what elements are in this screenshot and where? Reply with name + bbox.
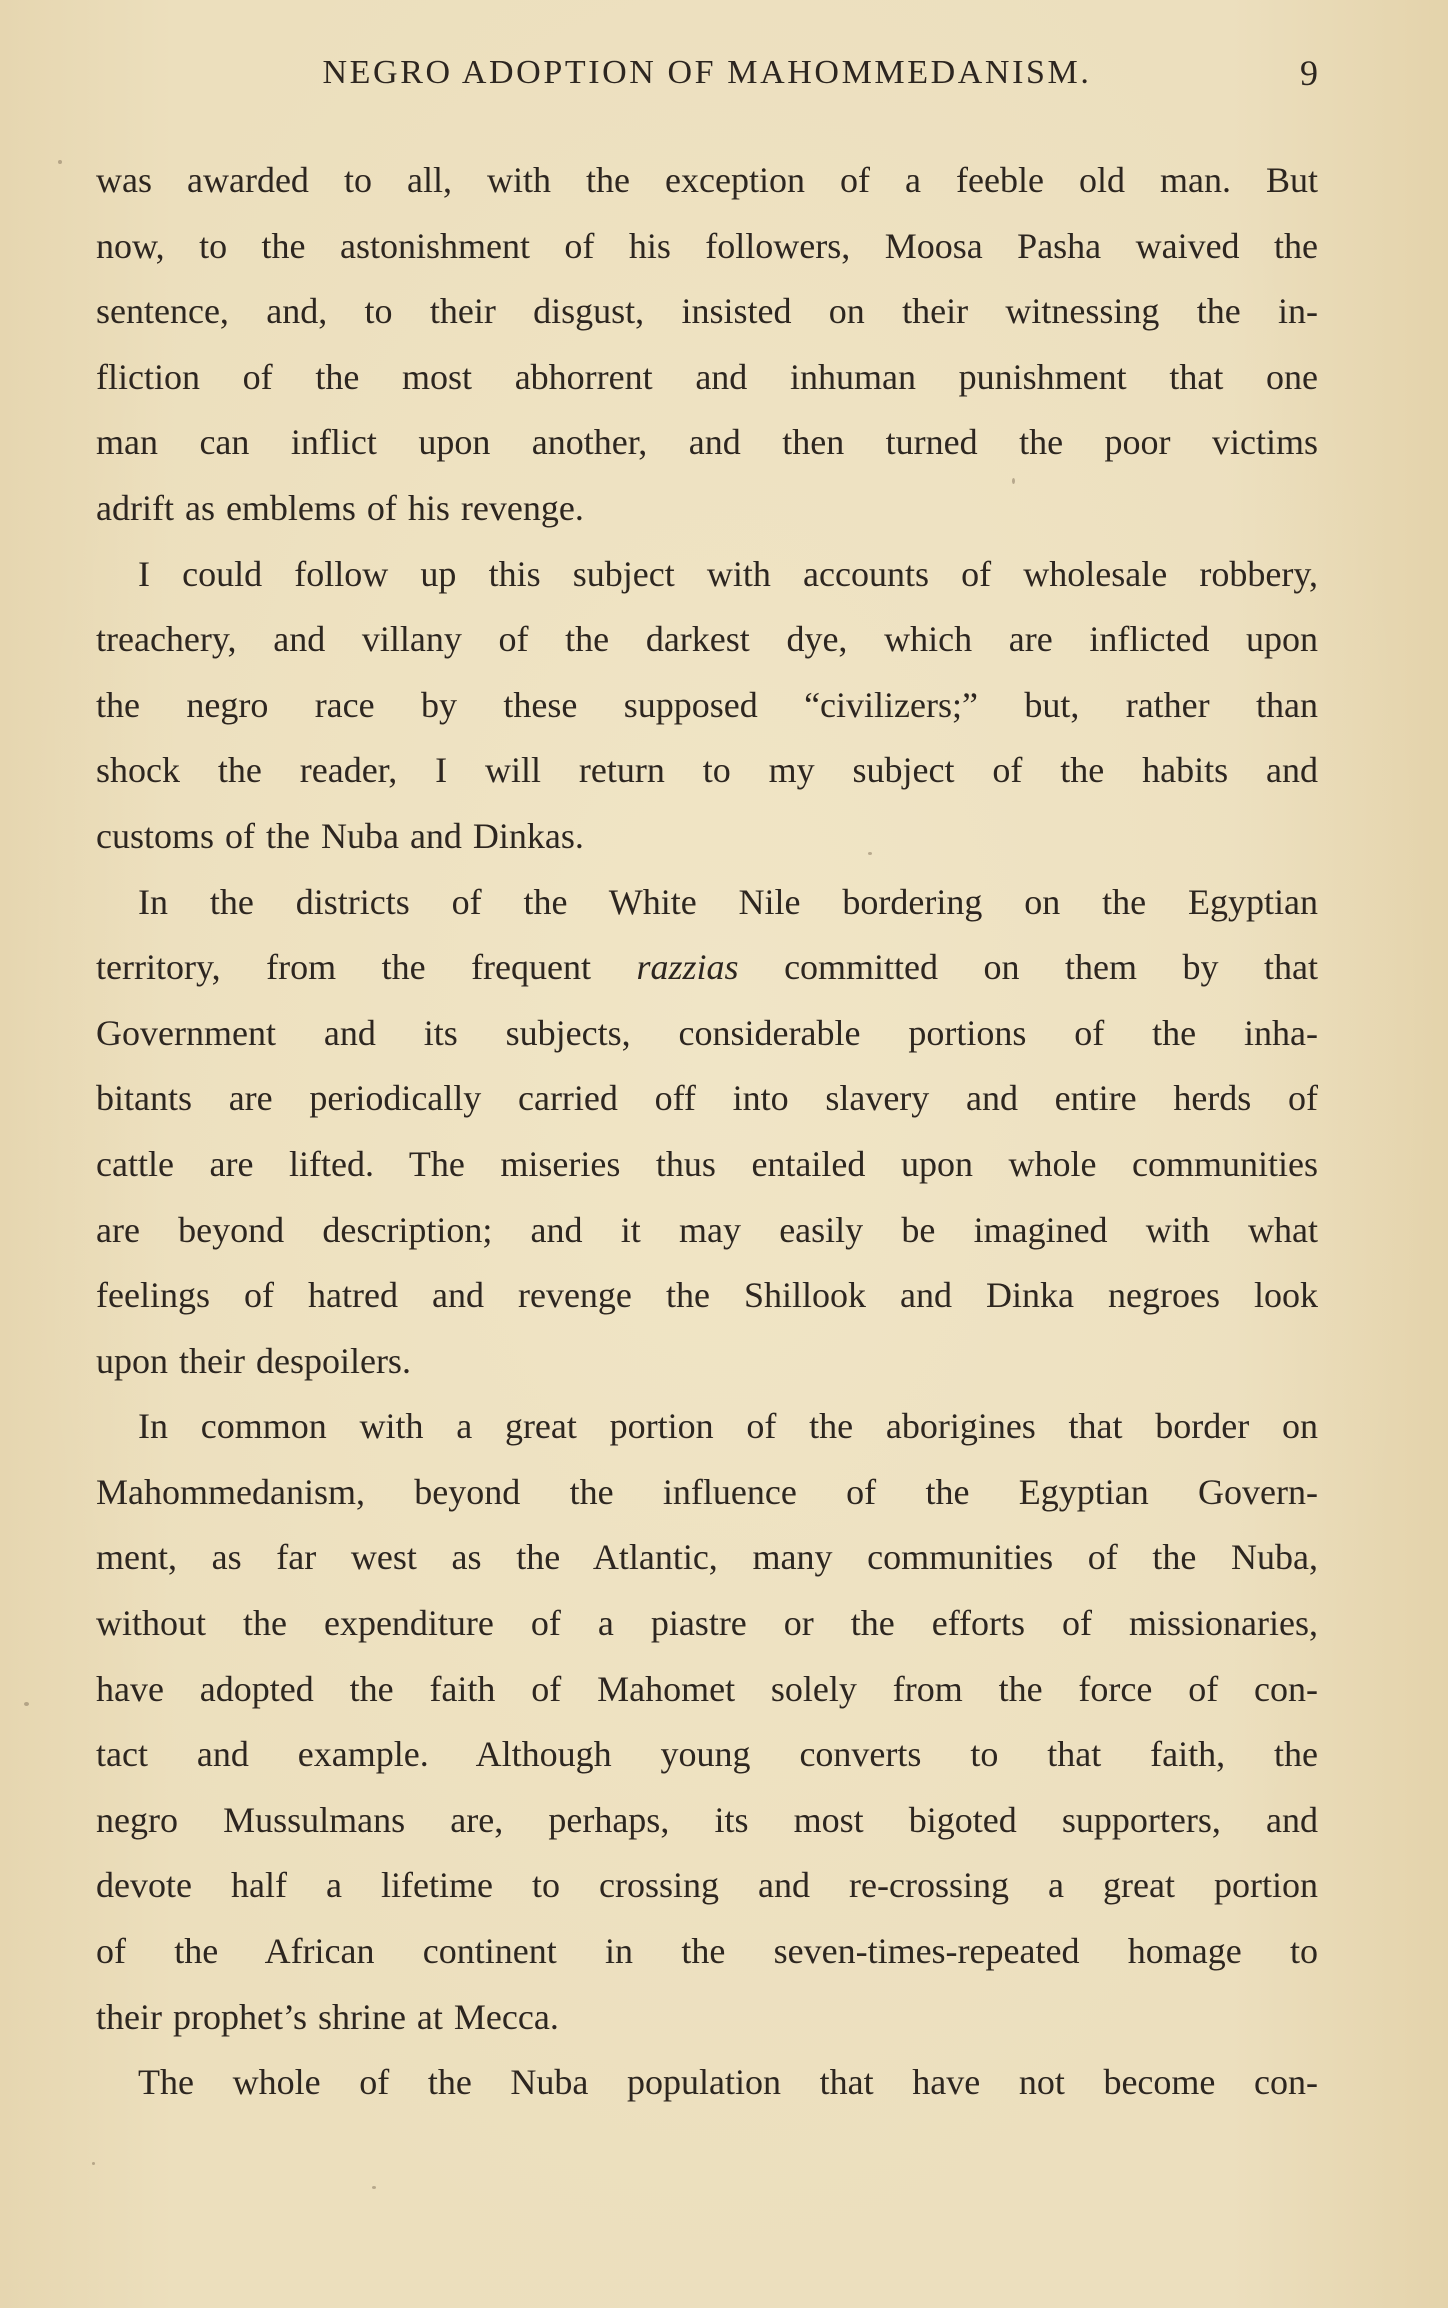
paper-speck — [24, 1702, 29, 1706]
text-line-with-italic — [96, 935, 1318, 1001]
text-line: shock the reader, I will return to my subject of the habits and — [96, 750, 1318, 791]
text-segment: committed on them by that — [738, 947, 1318, 988]
text-line: without the expenditure of a piastre or the efforts of missionaries, — [96, 1603, 1318, 1644]
text-line: The whole of the Nuba population that have not become con- — [138, 2062, 1318, 2103]
paper-speck — [372, 2186, 376, 2189]
text-line: bitants are periodically carried off into slavery and entire herds of — [96, 1078, 1318, 1119]
text-line: sentence, and, to their disgust, insisted on their witnessing the in- — [96, 291, 1318, 332]
text-line: feelings of hatred and revenge the Shillook and Dinka negroes look — [96, 1275, 1318, 1316]
text-line: are beyond description; and it may easily be imagined with what — [96, 1209, 1318, 1250]
text-line: cattle are lifted. The miseries thus entailed upon whole communities — [96, 1143, 1318, 1184]
text-line: of the African continent in the seven-times-repeated homage to — [96, 1931, 1318, 1972]
paper-speck — [1012, 478, 1015, 484]
text-line: In common with a great portion of the aborigines that border on — [138, 1406, 1318, 1447]
text-line: upon their despoilers. — [96, 1340, 411, 1381]
text-line: customs of the Nuba and Dinkas. — [96, 815, 584, 856]
text-line: was awarded to all, with the exception of a feeble old man. But — [96, 160, 1318, 200]
page-number: 9 — [1300, 53, 1318, 93]
text-line: fliction of the most abhorrent and inhuman punishment that one — [96, 356, 1318, 397]
text-line: devote half a lifetime to crossing and re-crossing a great portion — [96, 1865, 1318, 1906]
text-line: I could follow up this subject with accounts of wholesale robbery, — [138, 553, 1318, 594]
body-text — [96, 148, 1318, 2116]
text-line: adrift as emblems of his revenge. — [96, 487, 584, 528]
paper-speck — [868, 852, 872, 855]
text-line: Mahommedanism, beyond the influence of the Egyptian Govern- — [96, 1471, 1318, 1512]
text-line: their prophet’s shrine at Mecca. — [96, 1996, 559, 2037]
running-title: NEGRO ADOPTION OF MAHOMMEDANISM. — [322, 54, 1092, 91]
text-line: Government and its subjects, considerable portions of the inha- — [96, 1012, 1318, 1053]
paper-speck — [58, 160, 62, 164]
text-line: In the districts of the White Nile bordering on the Egyptian — [138, 881, 1318, 922]
text-line: treachery, and villany of the darkest dye, which are inflicted upon — [96, 619, 1318, 660]
text-line: the negro race by these supposed “civilizers;” but, rather than — [96, 684, 1318, 725]
text-line: ment, as far west as the Atlantic, many communities of the Nuba, — [96, 1537, 1318, 1578]
running-head — [96, 48, 1318, 98]
italic-term: razzias — [636, 947, 739, 988]
paper-speck — [92, 2162, 95, 2165]
text-line: man can inflict upon another, and then turned the poor victims — [96, 422, 1318, 463]
text-line: now, to the astonishment of his followers, Moosa Pasha waived the — [96, 225, 1318, 266]
text-segment: territory, from the frequent — [96, 947, 637, 988]
text-line: tact and example. Although young converts to that faith, the — [96, 1734, 1318, 1775]
text-line: have adopted the faith of Mahomet solely from the force of con- — [96, 1668, 1318, 1709]
text-line: negro Mussulmans are, perhaps, its most bigoted supporters, and — [96, 1799, 1318, 1840]
